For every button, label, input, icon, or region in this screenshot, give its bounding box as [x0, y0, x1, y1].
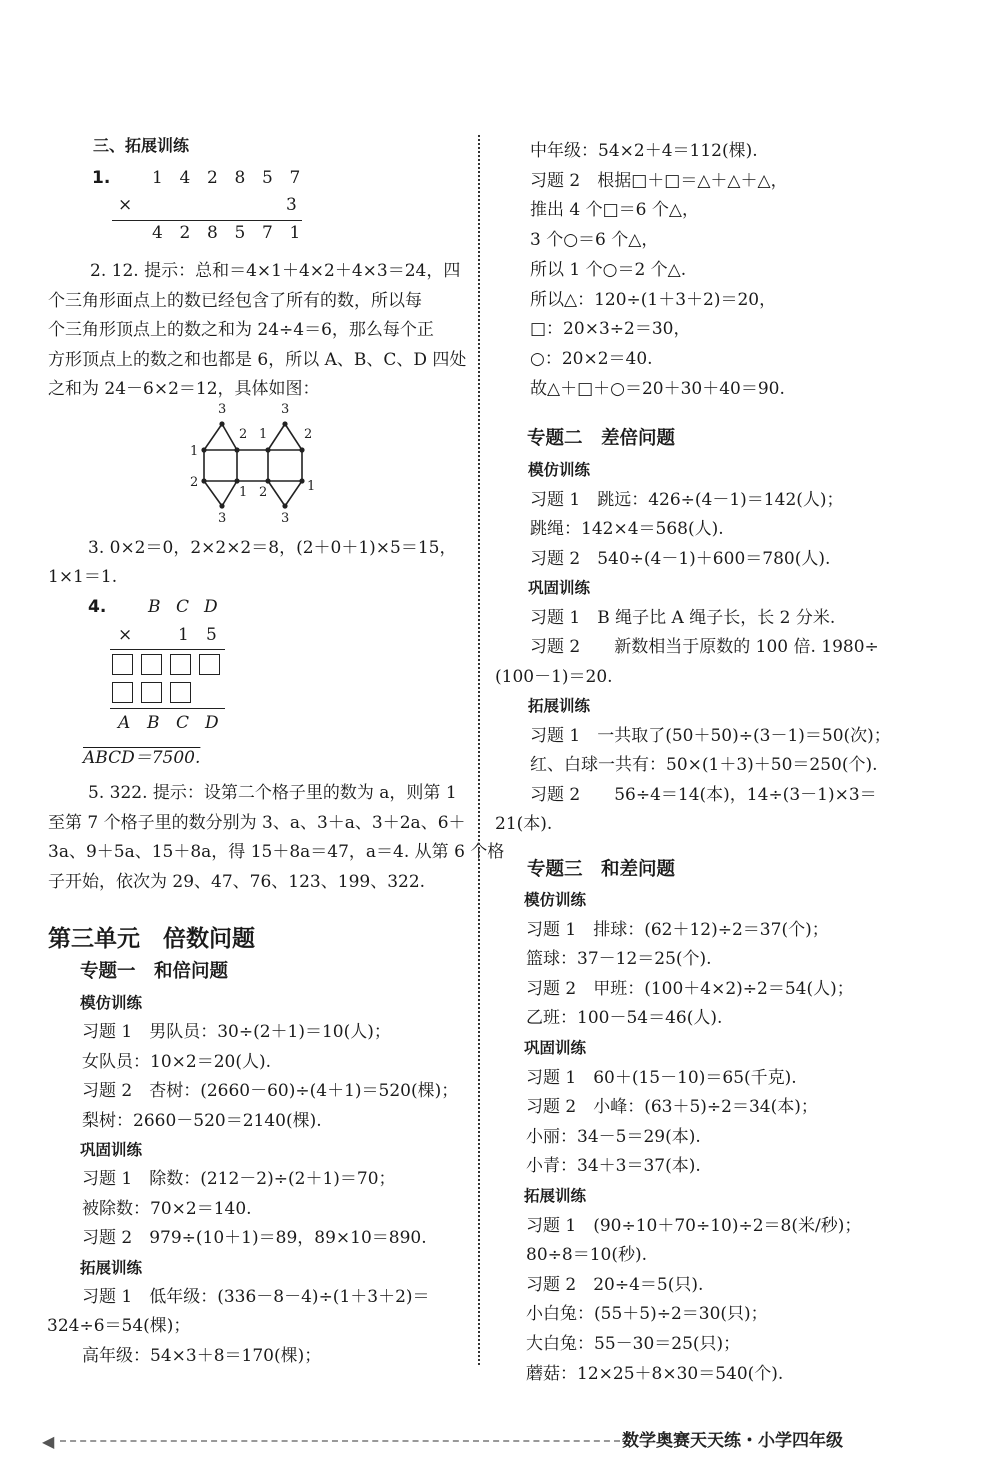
figure-label: 2 — [304, 427, 313, 442]
figure-label: 3 — [218, 402, 227, 417]
q1-result-digit: 5 — [234, 223, 246, 243]
blank-box — [170, 654, 191, 675]
text-line: 梨树：2660－520＝2140(棵). — [82, 1110, 322, 1131]
text-line: 故△＋□＋○＝20＋30＋40＝90. — [530, 378, 785, 399]
text-line: 3 个○＝6 个△， — [530, 230, 659, 251]
figure-labels — [190, 402, 315, 526]
text-line: 习题 2 56÷4＝14(本)，14÷(3－1)×3＝ — [530, 784, 877, 805]
q1-number: 1. — [92, 168, 111, 188]
text-line: 习题 1 60＋(15－10)＝65(千克). — [526, 1067, 797, 1088]
text-line: 高年级：54×3＋8＝170(棵)； — [82, 1345, 322, 1366]
q4-rule-2 — [110, 708, 225, 709]
text-line: 习题 1 一共取了(50＋50)÷(3－1)＝50(次)； — [530, 725, 891, 746]
blank-box — [170, 682, 191, 703]
text-line: 习题 2 杏树：(2660－60)÷(4＋1)＝520(棵)； — [82, 1081, 459, 1102]
section-title-extension: 三、拓展训练 — [93, 136, 190, 155]
figure-lines — [204, 424, 302, 506]
q1-result-digit: 1 — [289, 223, 301, 243]
text-line: 21(本). — [495, 814, 553, 834]
blank-box — [112, 682, 133, 703]
blank-box — [141, 654, 162, 675]
q4-number: 4. — [88, 597, 107, 617]
subsection-title: 模仿训练 — [528, 461, 591, 479]
hexagon-figure — [185, 398, 320, 528]
subsection-title: 巩固训练 — [524, 1039, 587, 1057]
q4-letter: C — [176, 713, 190, 733]
subsection-title: 拓展训练 — [528, 697, 591, 715]
topic3-title: 专题三 和差问题 — [527, 859, 676, 880]
figure-label: 3 — [218, 511, 227, 526]
q1-digit: 2 — [207, 168, 218, 188]
text-line: 蘑菇：12×25＋8×30＝540(个). — [526, 1363, 784, 1384]
text-line: 习题 2 小峰：(63＋5)÷2＝34(本)； — [526, 1097, 818, 1118]
footer-arrow-icon: ◀ — [42, 1432, 55, 1451]
text-line: (100－1)＝20. — [495, 666, 613, 687]
column-divider — [478, 135, 480, 1365]
text-line: 2. 12. 提示：总和＝4×1＋4×2＋4×3＝24，四 — [90, 261, 461, 281]
text-line: 个三角形面点上的数已经包含了所有的数，所以每 — [48, 290, 422, 311]
blank-box — [112, 654, 133, 675]
q4-times-sign: × — [118, 625, 133, 645]
q1-digit: 7 — [289, 168, 301, 188]
unit-title: 第三单元 倍数问题 — [48, 926, 255, 952]
q1-digit: 4 — [179, 168, 191, 188]
text-line: 子开始，依次为 29、47、76、123、199、322. — [48, 871, 426, 892]
q4-letter: B — [148, 597, 161, 617]
q1-digit: 8 — [234, 168, 246, 188]
text-line: 个三角形顶点上的数之和为 24÷4＝6，那么每个正 — [48, 320, 434, 340]
text-line: 1×1＝1. — [48, 567, 118, 587]
text-line: 习题 1 除数：(212－2)÷(2＋1)＝70； — [82, 1169, 396, 1190]
figure-label: 3 — [281, 511, 290, 526]
q1-result-digit: 4 — [152, 223, 163, 243]
figure-label: 1 — [239, 485, 248, 500]
text-line: 方形顶点上的数之和也都是 6，所以 A、B、C、D 四处 — [48, 349, 467, 370]
text-line: 习题 2 甲班：(100＋4×2)÷2＝54(人)； — [526, 978, 854, 999]
q1-result-digit: 8 — [207, 223, 218, 243]
q4-letter: D — [204, 597, 218, 617]
text-line: ○：20×2＝40. — [530, 348, 653, 369]
subsection-title: 拓展训练 — [80, 1258, 143, 1277]
footer-rule — [60, 1440, 620, 1442]
text-line: 所以 1 个○＝2 个△. — [530, 259, 687, 280]
text-line: 324÷6＝54(棵)； — [47, 1316, 191, 1337]
text-line: 小青：34＋3＝37(本). — [526, 1156, 701, 1177]
text-line: 80÷8＝10(秒). — [526, 1245, 647, 1266]
figure-label: 2 — [239, 427, 248, 442]
q1-rule — [112, 220, 302, 221]
text-line: 乙班：100－54＝46(人). — [526, 1008, 723, 1029]
text-line: 习题 1 低年级：(336－8－4)÷(1＋3＋2)＝ — [82, 1287, 430, 1307]
text-line: 至第 7 个格子里的数分别为 3、a、3＋a、3＋2a、6＋ — [48, 812, 466, 833]
q4-mult-digit: 1 — [178, 625, 189, 645]
text-line: 习题 2 540÷(4－1)＋600＝780(人). — [530, 548, 831, 569]
blank-box — [199, 654, 220, 675]
text-line: □：20×3÷2＝30， — [530, 319, 691, 340]
figure-label: 1 — [259, 427, 268, 442]
text-line: 3. 0×2＝0，2×2×2＝8，(2＋0＋1)×5＝15， — [88, 538, 457, 558]
text-line: 篮球：37－12＝25(个). — [526, 949, 712, 970]
text-line: 习题 1 B 绳子比 A 绳子长，长 2 分米. — [530, 607, 836, 628]
q4-rule-1 — [110, 649, 225, 650]
q4-letter: B — [147, 713, 160, 733]
text-line: 大白兔：55－30＝25(只)； — [526, 1334, 741, 1354]
q1-digit: 1 — [152, 168, 163, 188]
topic1-title: 专题一 和倍问题 — [80, 961, 229, 982]
text-line: 习题 2 20÷4＝5(只). — [526, 1274, 704, 1295]
subsection-title: 巩固训练 — [80, 1141, 143, 1159]
text-line: 女队员：10×2＝20(人). — [82, 1051, 271, 1072]
text-line: 推出 4 个□＝6 个△， — [530, 200, 699, 221]
q1-digit: 5 — [262, 168, 273, 188]
figure-vertices — [201, 421, 304, 508]
subsection-title: 模仿训练 — [524, 891, 587, 909]
text-line: 被除数：70×2＝140. — [82, 1198, 252, 1219]
text-line: 之和为 24－6×2＝12，具体如图： — [48, 379, 320, 399]
subsection-title: 拓展训练 — [524, 1187, 587, 1205]
text-line: 红、白球一共有：50×(1＋3)＋50＝250(个). — [530, 755, 878, 775]
text-line: 中年级：54×2＋4＝112(棵). — [530, 141, 758, 161]
q4-letter: C — [176, 597, 190, 617]
text-line: 习题 2 979÷(10＋1)＝89，89×10＝890. — [82, 1228, 427, 1249]
q4-answer: ABCD＝7500. — [83, 748, 201, 768]
text-line: 习题 1 跳远：426÷(4－1)＝142(人)； — [530, 489, 844, 510]
text-line: 习题 1 男队员：30÷(2＋1)＝10(人)； — [82, 1022, 391, 1043]
text-line: 3a、9＋5a、15＋8a，得 15＋8a＝47，a＝4. 从第 6 个格 — [48, 842, 505, 862]
q4-letter: D — [205, 713, 219, 733]
text-line: 习题 2 新数相当于原数的 100 倍. 1980÷ — [530, 637, 879, 657]
text-line: 5. 322. 提示：设第二个格子里的数为 a，则第 1 — [88, 783, 457, 803]
blank-box — [141, 682, 162, 703]
text-line: 小丽：34－5＝29(本). — [526, 1126, 701, 1147]
figure-label: 3 — [281, 402, 290, 417]
subsection-title: 模仿训练 — [80, 994, 143, 1012]
figure-label: 1 — [307, 479, 316, 494]
text-line: 跳绳：142×4＝568(人). — [530, 519, 724, 539]
q4-box-row-1 — [112, 654, 228, 675]
figure-label: 1 — [190, 444, 199, 459]
text-line: 习题 2 根据□＋□＝△＋△＋△， — [530, 170, 788, 191]
q4-mult-digit: 5 — [206, 625, 217, 645]
subsection-title: 巩固训练 — [528, 579, 591, 597]
text-line: 所以△：120÷(1＋3＋2)＝20， — [530, 289, 777, 310]
q1-result-digit: 2 — [179, 223, 191, 243]
q4-box-row-2 — [112, 682, 199, 703]
q1-multiplier: 3 — [286, 195, 297, 215]
topic2-title: 专题二 差倍问题 — [527, 428, 676, 449]
footer-book-title: 数学奥赛天天练・小学四年级 — [622, 1431, 843, 1451]
q1-times-sign: × — [118, 195, 133, 215]
text-line: 小白兔：(55＋5)÷2＝30(只)； — [526, 1304, 768, 1325]
figure-label: 2 — [190, 475, 199, 490]
text-line: 习题 1 (90÷10＋70÷10)÷2＝8(米/秒)； — [526, 1215, 862, 1236]
q4-letter: A — [118, 713, 131, 733]
figure-label: 2 — [259, 485, 268, 500]
text-line: 习题 1 排球：(62＋12)÷2＝37(个)； — [526, 919, 829, 940]
q1-result-digit: 7 — [262, 223, 273, 243]
